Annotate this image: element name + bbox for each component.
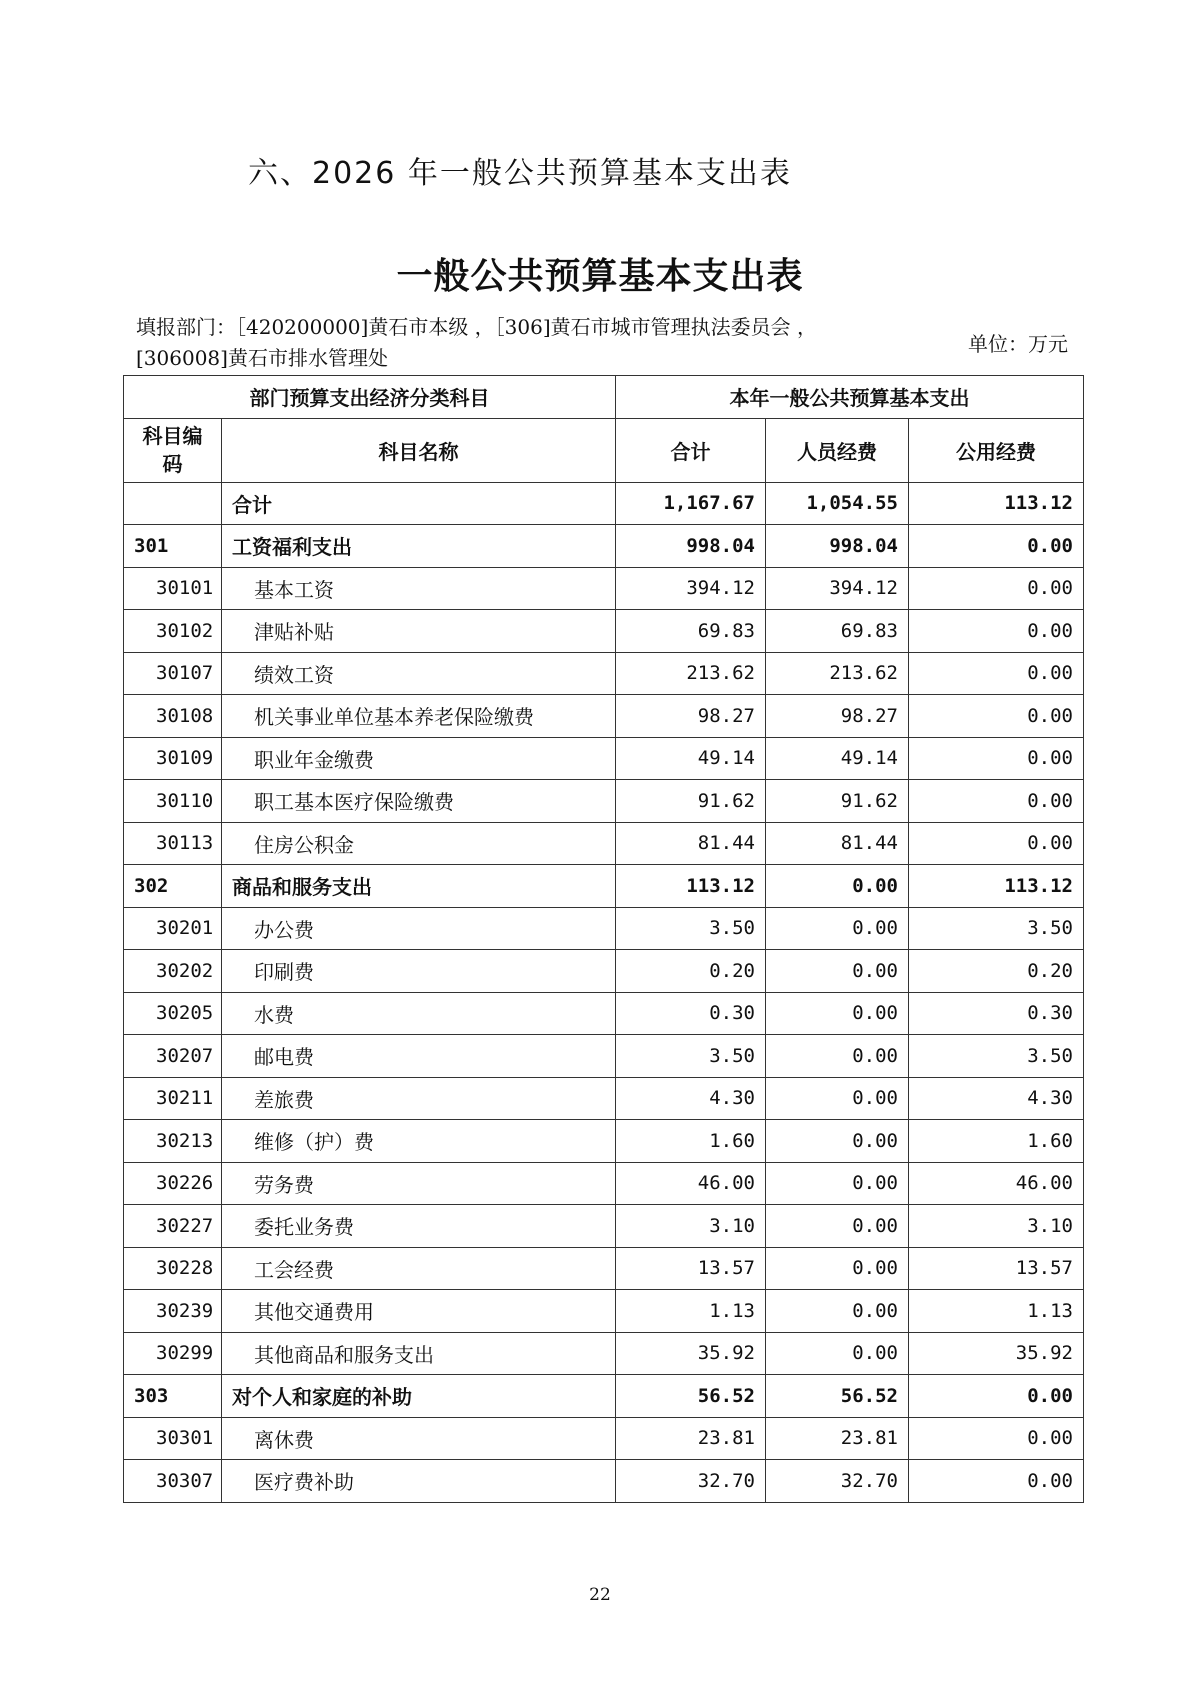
row-personnel: 213.62 <box>766 652 909 695</box>
row-public: 0.00 <box>909 567 1084 610</box>
table-row <box>124 780 1084 823</box>
row-total: 13.57 <box>616 1247 766 1290</box>
row-personnel: 0.00 <box>766 1205 909 1248</box>
row-name: 绩效工资 <box>222 652 616 695</box>
row-name: 差旅费 <box>222 1077 616 1120</box>
header-code: 科目编码 <box>124 418 222 482</box>
row-personnel: 0.00 <box>766 1035 909 1078</box>
row-name: 医疗费补助 <box>222 1460 616 1503</box>
row-public: 0.30 <box>909 992 1084 1035</box>
row-code: 30202 <box>124 950 222 993</box>
table-row <box>124 1120 1084 1163</box>
row-total: 69.83 <box>616 610 766 653</box>
header-public: 公用经费 <box>909 418 1084 482</box>
table-row <box>124 992 1084 1035</box>
table-row <box>124 950 1084 993</box>
row-code: 30228 <box>124 1247 222 1290</box>
table-row <box>124 567 1084 610</box>
table-row <box>124 1375 1084 1418</box>
row-total: 1.13 <box>616 1290 766 1333</box>
row-code: 30301 <box>124 1417 222 1460</box>
row-personnel: 56.52 <box>766 1375 909 1418</box>
row-name: 对个人和家庭的补助 <box>222 1375 616 1418</box>
row-name: 办公费 <box>222 907 616 950</box>
row-personnel: 0.00 <box>766 865 909 908</box>
row-personnel: 0.00 <box>766 907 909 950</box>
row-code: 301 <box>124 525 222 568</box>
row-code: 30108 <box>124 695 222 738</box>
table-row <box>124 610 1084 653</box>
row-public: 3.50 <box>909 1035 1084 1078</box>
row-total: 46.00 <box>616 1162 766 1205</box>
row-code: 302 <box>124 865 222 908</box>
section-heading: 六、2026 年一般公共预算基本支出表 <box>248 156 792 191</box>
row-code: 30227 <box>124 1205 222 1248</box>
row-personnel: 91.62 <box>766 780 909 823</box>
row-total: 1.60 <box>616 1120 766 1163</box>
row-total: 98.27 <box>616 695 766 738</box>
row-total: 32.70 <box>616 1460 766 1503</box>
row-personnel: 394.12 <box>766 567 909 610</box>
unit-label: 单位：万元 <box>968 332 1068 356</box>
page-title: 一般公共预算基本支出表 <box>396 256 804 297</box>
row-public: 0.00 <box>909 737 1084 780</box>
row-personnel: 23.81 <box>766 1417 909 1460</box>
row-public: 3.50 <box>909 907 1084 950</box>
row-personnel: 0.00 <box>766 992 909 1035</box>
table-row <box>124 1290 1084 1333</box>
row-public: 1.13 <box>909 1290 1084 1333</box>
row-total: 394.12 <box>616 567 766 610</box>
row-personnel: 81.44 <box>766 822 909 865</box>
row-personnel: 0.00 <box>766 1290 909 1333</box>
row-code: 30109 <box>124 737 222 780</box>
row-public: 0.00 <box>909 610 1084 653</box>
row-code: 303 <box>124 1375 222 1418</box>
row-code: 30207 <box>124 1035 222 1078</box>
budget-table <box>123 375 1084 1503</box>
reporting-department <box>136 312 817 374</box>
row-name: 水费 <box>222 992 616 1035</box>
row-total: 23.81 <box>616 1417 766 1460</box>
row-personnel: 0.00 <box>766 1120 909 1163</box>
row-name: 印刷费 <box>222 950 616 993</box>
row-name: 维修（护）费 <box>222 1120 616 1163</box>
row-total: 0.30 <box>616 992 766 1035</box>
table-row <box>124 1162 1084 1205</box>
table-row <box>124 1205 1084 1248</box>
row-code: 30205 <box>124 992 222 1035</box>
row-public: 3.10 <box>909 1205 1084 1248</box>
row-name: 基本工资 <box>222 567 616 610</box>
row-code: 30211 <box>124 1077 222 1120</box>
row-public: 113.12 <box>909 482 1084 525</box>
table-row <box>124 1035 1084 1078</box>
row-code: 30102 <box>124 610 222 653</box>
table-row <box>124 652 1084 695</box>
row-total: 91.62 <box>616 780 766 823</box>
row-total: 3.50 <box>616 907 766 950</box>
row-total: 81.44 <box>616 822 766 865</box>
row-code: 30307 <box>124 1460 222 1503</box>
table-row <box>124 1077 1084 1120</box>
row-public: 0.00 <box>909 822 1084 865</box>
row-personnel: 49.14 <box>766 737 909 780</box>
row-public: 0.00 <box>909 695 1084 738</box>
row-total: 213.62 <box>616 652 766 695</box>
row-name: 合计 <box>222 482 616 525</box>
row-total: 56.52 <box>616 1375 766 1418</box>
row-name: 机关事业单位基本养老保险缴费 <box>222 695 616 738</box>
table-row <box>124 1247 1084 1290</box>
row-public: 0.00 <box>909 1375 1084 1418</box>
table-row <box>124 1332 1084 1375</box>
table-row <box>124 737 1084 780</box>
row-name: 其他交通费用 <box>222 1290 616 1333</box>
table-body <box>124 482 1084 1502</box>
row-total: 998.04 <box>616 525 766 568</box>
table-row <box>124 482 1084 525</box>
row-public: 0.00 <box>909 1417 1084 1460</box>
header-name: 科目名称 <box>222 418 616 482</box>
row-public: 0.20 <box>909 950 1084 993</box>
row-total: 3.50 <box>616 1035 766 1078</box>
row-total: 49.14 <box>616 737 766 780</box>
row-personnel: 69.83 <box>766 610 909 653</box>
table-row <box>124 907 1084 950</box>
row-personnel: 0.00 <box>766 950 909 993</box>
department-line-2: [306008]黄石市排水管理处 <box>136 346 388 370</box>
page-number: 22 <box>589 1585 611 1605</box>
row-personnel: 0.00 <box>766 1162 909 1205</box>
row-code: 30113 <box>124 822 222 865</box>
header-personnel: 人员经费 <box>766 418 909 482</box>
row-name: 津贴补贴 <box>222 610 616 653</box>
row-personnel: 98.27 <box>766 695 909 738</box>
header-group-classification: 部门预算支出经济分类科目 <box>124 376 616 419</box>
row-name: 职工基本医疗保险缴费 <box>222 780 616 823</box>
row-code: 30201 <box>124 907 222 950</box>
row-personnel: 0.00 <box>766 1247 909 1290</box>
row-public: 35.92 <box>909 1332 1084 1375</box>
table-row <box>124 865 1084 908</box>
row-public: 1.60 <box>909 1120 1084 1163</box>
table-row <box>124 1460 1084 1503</box>
table-row <box>124 525 1084 568</box>
row-code: 30299 <box>124 1332 222 1375</box>
row-public: 0.00 <box>909 525 1084 568</box>
row-total: 0.20 <box>616 950 766 993</box>
row-code: 30226 <box>124 1162 222 1205</box>
row-total: 1,167.67 <box>616 482 766 525</box>
row-total: 35.92 <box>616 1332 766 1375</box>
table-row <box>124 695 1084 738</box>
row-name: 委托业务费 <box>222 1205 616 1248</box>
row-public: 0.00 <box>909 780 1084 823</box>
row-name: 邮电费 <box>222 1035 616 1078</box>
row-code: 30213 <box>124 1120 222 1163</box>
row-name: 工资福利支出 <box>222 525 616 568</box>
row-total: 3.10 <box>616 1205 766 1248</box>
row-public: 46.00 <box>909 1162 1084 1205</box>
row-total: 4.30 <box>616 1077 766 1120</box>
row-name: 劳务费 <box>222 1162 616 1205</box>
row-name: 其他商品和服务支出 <box>222 1332 616 1375</box>
row-public: 113.12 <box>909 865 1084 908</box>
row-name: 离休费 <box>222 1417 616 1460</box>
table-row <box>124 1417 1084 1460</box>
row-name: 职业年金缴费 <box>222 737 616 780</box>
row-personnel: 0.00 <box>766 1077 909 1120</box>
row-personnel: 1,054.55 <box>766 482 909 525</box>
row-personnel: 998.04 <box>766 525 909 568</box>
row-public: 0.00 <box>909 652 1084 695</box>
row-code: 30239 <box>124 1290 222 1333</box>
row-public: 4.30 <box>909 1077 1084 1120</box>
row-code: 30110 <box>124 780 222 823</box>
row-code: 30107 <box>124 652 222 695</box>
row-code <box>124 482 222 525</box>
row-name: 商品和服务支出 <box>222 865 616 908</box>
header-group-expenditure: 本年一般公共预算基本支出 <box>616 376 1084 419</box>
row-public: 13.57 <box>909 1247 1084 1290</box>
header-total: 合计 <box>616 418 766 482</box>
row-personnel: 32.70 <box>766 1460 909 1503</box>
row-personnel: 0.00 <box>766 1332 909 1375</box>
department-line-1: 填报部门：［420200000]黄石市本级 ，［306]黄石市城市管理执法委员会 ， <box>136 315 818 339</box>
row-total: 113.12 <box>616 865 766 908</box>
row-public: 0.00 <box>909 1460 1084 1503</box>
row-code: 30101 <box>124 567 222 610</box>
row-name: 住房公积金 <box>222 822 616 865</box>
row-name: 工会经费 <box>222 1247 616 1290</box>
table-row <box>124 822 1084 865</box>
